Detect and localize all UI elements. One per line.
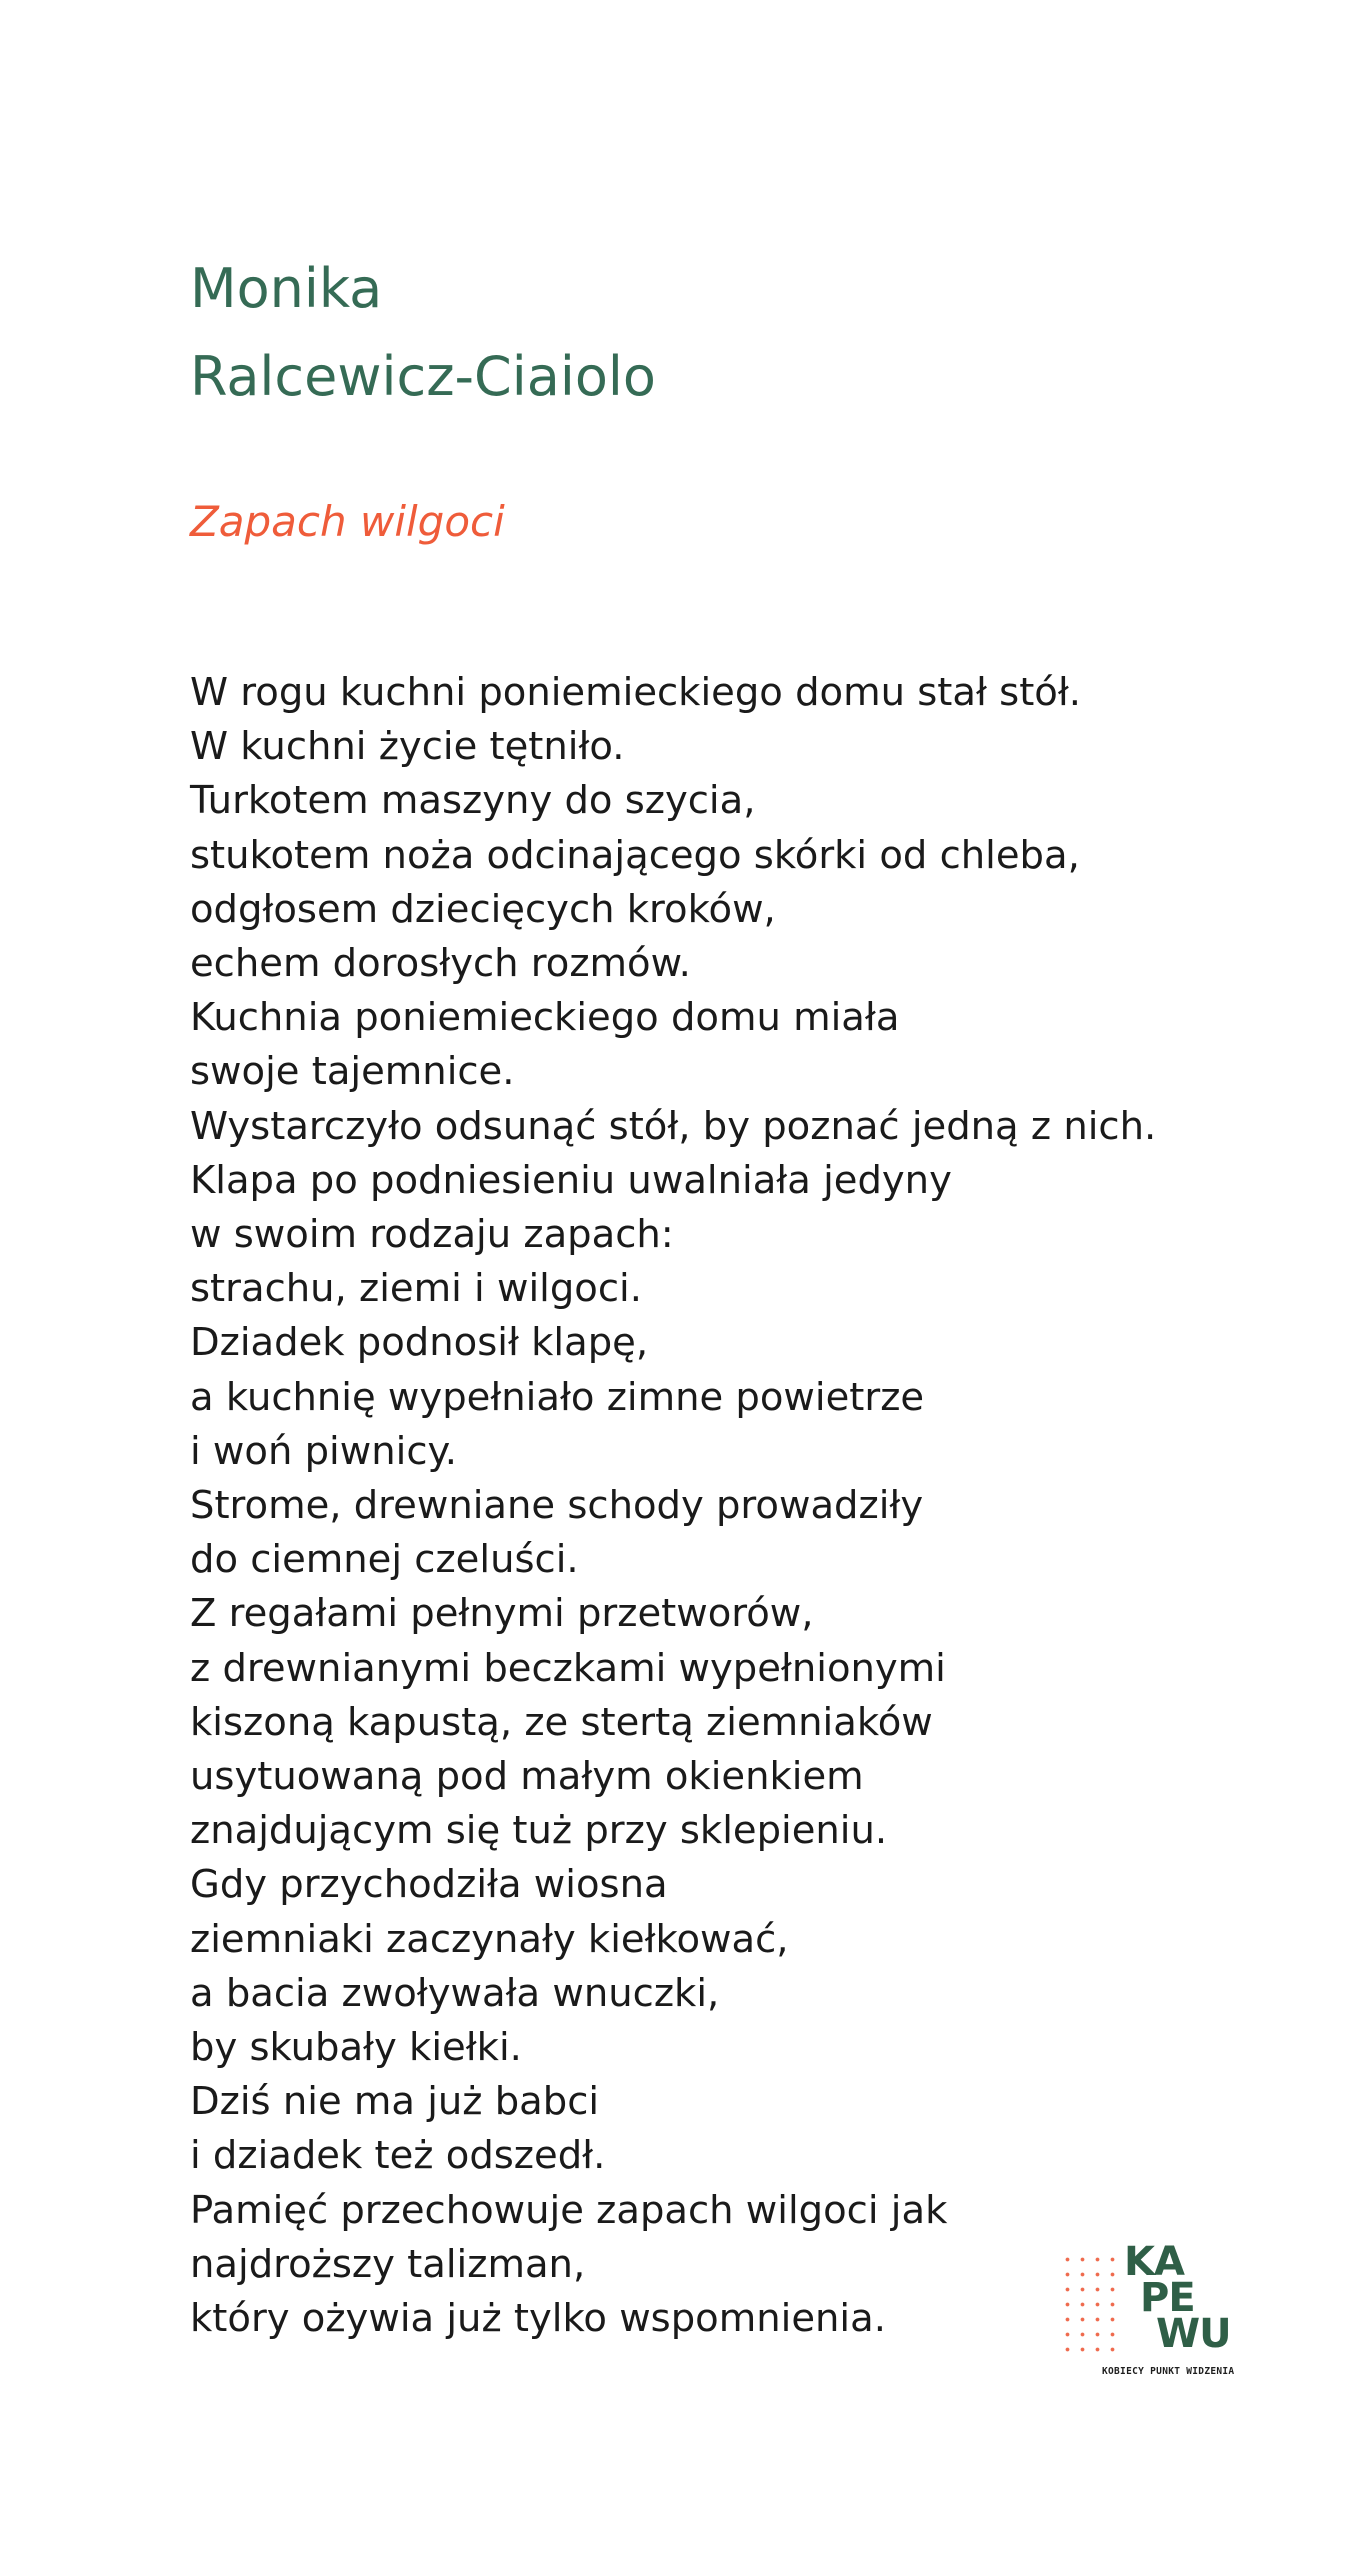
logo-row-3: WU [1156, 2311, 1231, 2357]
poem-line: a bacia zwoływała wnuczki, [190, 1970, 720, 2016]
author-name [190, 245, 656, 421]
poem-line: usytuowaną pod małym okienkiem [190, 1754, 864, 1800]
logo-row-1: KA [1124, 2239, 1184, 2285]
poem-line: by skubały kiełki. [190, 2025, 522, 2071]
poem-line: a kuchnię wypełniało zimne powietrze [190, 1374, 925, 1420]
poem-line: Strome, drewniane schody prowadziły [190, 1483, 924, 1529]
author-last-name: Ralcewicz-Ciaiolo [190, 345, 656, 408]
poem-line: znajdującym się tuż przy sklepieniu. [190, 1808, 888, 1854]
poem-line: Dziadek podnosił klapę, [190, 1320, 649, 1366]
poem-line: Z regałami pełnymi przetworów, [190, 1591, 814, 1637]
author-first-name: Monika [190, 257, 383, 320]
poem-line: Kuchnia poniemieckiego domu miała [190, 995, 900, 1041]
poem-line: Klapa po podniesieniu uwalniała jedyny [190, 1157, 952, 1203]
poem-line: Pamięć przechowuje zapach wilgoci jak [190, 2187, 948, 2233]
poem-line: ziemniaki zaczynały kiełkować, [190, 1916, 789, 1962]
poem-line: najdroższy talizman, [190, 2241, 586, 2287]
poem-line: odgłosem dziecięcych kroków, [190, 886, 776, 932]
logo-tagline: KOBIECY PUNKT WIDZENIA [1102, 2366, 1235, 2377]
poem-line: w swoim rodzaju zapach: [190, 1212, 674, 1258]
poem-line: swoje tajemnice. [190, 1049, 515, 1095]
poem-line: Wystarczyło odsunąć stół, by poznać jedną z nich. [190, 1103, 1157, 1149]
poem-title: Zapach wilgoci [190, 497, 505, 546]
kapewu-logo [1060, 2239, 1260, 2394]
poem-body [190, 666, 1156, 2346]
poem-line: z drewnianymi beczkami wypełnionymi [190, 1645, 946, 1691]
logo-row-2: PE [1140, 2275, 1195, 2321]
poem-line: do ciemnej czeluści. [190, 1537, 579, 1583]
poem-line: i woń piwnicy. [190, 1428, 458, 1474]
poem-line: który ożywia już tylko wspomnienia. [190, 2296, 886, 2342]
logo-wordmark [1120, 2239, 1240, 2357]
poem-line: kiszoną kapustą, ze stertą ziemniaków [190, 1699, 933, 1745]
poem-line: W kuchni życie tętniło. [190, 724, 625, 770]
poem-line: echem dorosłych rozmów. [190, 941, 691, 987]
poem-line: strachu, ziemi i wilgoci. [190, 1266, 642, 1312]
logo-dot-grid [1060, 2252, 1122, 2360]
poem-line: Dziś nie ma już babci [190, 2079, 600, 2125]
poem-line: Turkotem maszyny do szycia, [190, 778, 756, 824]
poem-line: W rogu kuchni poniemieckiego domu stał stół. [190, 670, 1082, 715]
poem-line: stukotem noża odcinającego skórki od chleba, [190, 832, 1080, 878]
poem-line: Gdy przychodziła wiosna [190, 1862, 668, 1908]
poem-line: i dziadek też odszedł. [190, 2133, 606, 2179]
